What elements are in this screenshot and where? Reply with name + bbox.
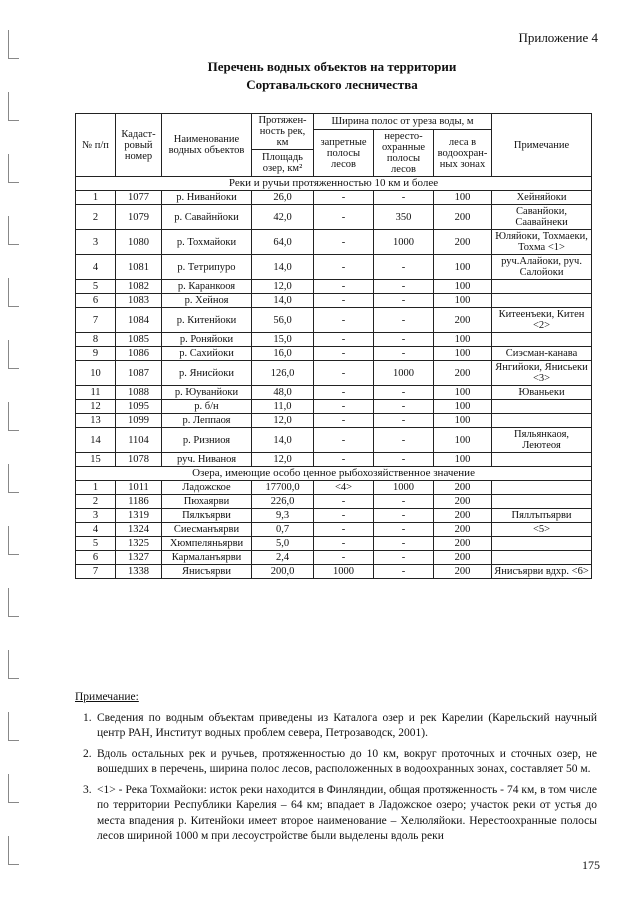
row-number: 7 [76,308,116,333]
table-row [76,481,592,495]
cadastral-number: 1095 [116,400,162,414]
spawning-width: - [374,308,434,333]
row-number: 10 [76,361,116,386]
header-protection: леса в водоохран-ных зонах [434,130,492,177]
cadastral-number: 1088 [116,386,162,400]
binder-mark [8,154,19,183]
row-number: 2 [76,205,116,230]
binder-mark [8,278,19,307]
forbidden-width: - [314,255,374,280]
length-or-area: 12,0 [252,453,314,467]
binder-mark [8,712,19,741]
protection-width: 200 [434,481,492,495]
row-number: 7 [76,565,116,579]
row-number: 15 [76,453,116,467]
cadastral-number: 1078 [116,453,162,467]
header-spawning: нересто-охранные полосы лесов [374,130,434,177]
water-body-name: р. Леппаоя [162,414,252,428]
protection-width: 200 [434,523,492,537]
row-number: 8 [76,333,116,347]
length-or-area: 126,0 [252,361,314,386]
forbidden-width: - [314,453,374,467]
protection-width: 100 [434,453,492,467]
protection-width: 100 [434,191,492,205]
water-body-name: р. Роняйоки [162,333,252,347]
length-or-area: 64,0 [252,230,314,255]
length-or-area: 14,0 [252,294,314,308]
table-row [76,509,592,523]
table-row [76,230,592,255]
protection-width: 100 [434,386,492,400]
spawning-width: - [374,255,434,280]
row-number: 4 [76,255,116,280]
protection-width: 100 [434,280,492,294]
notes-list [75,711,597,845]
length-or-area: 48,0 [252,386,314,400]
spawning-width: - [374,428,434,453]
forbidden-width: - [314,347,374,361]
water-body-name: р. Ниванйоки [162,191,252,205]
row-note [492,280,592,294]
spawning-width: - [374,347,434,361]
table-row [76,255,592,280]
cadastral-number: 1085 [116,333,162,347]
row-number: 2 [76,495,116,509]
forbidden-width: - [314,509,374,523]
table-row [76,414,592,428]
row-note: Юваньеки [492,386,592,400]
water-body-name: р. Тетрипуро [162,255,252,280]
row-number: 3 [76,230,116,255]
length-or-area: 12,0 [252,280,314,294]
cadastral-number: 1084 [116,308,162,333]
table-row [76,551,592,565]
cadastral-number: 1324 [116,523,162,537]
notes-block [75,690,597,850]
row-note [492,481,592,495]
length-or-area: 15,0 [252,333,314,347]
cadastral-number: 1081 [116,255,162,280]
table-row [76,523,592,537]
table-row [76,537,592,551]
cadastral-number: 1079 [116,205,162,230]
forbidden-width: - [314,414,374,428]
table-row [76,453,592,467]
protection-width: 200 [434,565,492,579]
forbidden-width: <4> [314,481,374,495]
protection-width: 100 [434,347,492,361]
protection-width: 100 [434,400,492,414]
table-row [76,280,592,294]
length-or-area: 14,0 [252,428,314,453]
protection-width: 200 [434,509,492,523]
section-header-lakes [76,467,592,481]
protection-width: 200 [434,230,492,255]
note-item [75,783,597,845]
forbidden-width: - [314,523,374,537]
length-or-area: 16,0 [252,347,314,361]
cadastral-number: 1327 [116,551,162,565]
header-name: Наименование водных объектов [162,114,252,177]
table-row [76,400,592,414]
length-or-area: 26,0 [252,191,314,205]
spawning-width: - [374,400,434,414]
forbidden-width: - [314,230,374,255]
protection-width: 200 [434,551,492,565]
spawning-width: - [374,294,434,308]
row-note: Китеенъеки, Китен <2> [492,308,592,333]
water-body-name: р. Китенйоки [162,308,252,333]
protection-width: 200 [434,537,492,551]
section-title: Реки и ручьи протяженностью 10 км и более [76,177,592,191]
appendix-label: Приложение 4 [518,30,598,45]
cadastral-number: 1319 [116,509,162,523]
forbidden-width: - [314,537,374,551]
note-text: Вдоль остальных рек и ручьев, протяженностью до 10 км, вокруг проточных и сточных озер, не вошедших в перечень, ширина полос лесов, расположенных в водоохранных зонах, составляет 50 м. [97,747,597,775]
row-note: Пяллъпъярви [492,509,592,523]
row-number: 13 [76,414,116,428]
water-body-name: р. Савайнйоки [162,205,252,230]
row-number: 5 [76,537,116,551]
length-or-area: 2,4 [252,551,314,565]
cadastral-number: 1087 [116,361,162,386]
binder-mark [8,774,19,803]
cadastral-number: 1338 [116,565,162,579]
spawning-width: - [374,495,434,509]
cadastral-number: 1104 [116,428,162,453]
binder-mark [8,650,19,679]
forbidden-width: - [314,386,374,400]
table-row [76,205,592,230]
length-or-area: 11,0 [252,400,314,414]
header-width-group: Ширина полос от уреза воды, м [314,114,492,130]
document-subtitle: Сортавальского лесничества [246,77,418,92]
forbidden-width: - [314,551,374,565]
table-row [76,428,592,453]
water-body-name: р. Тохмайоки [162,230,252,255]
header-length: Протяжен-ность рек, км [252,114,314,150]
row-number: 1 [76,191,116,205]
row-note [492,414,592,428]
water-body-name: Пялкъярви [162,509,252,523]
protection-width: 100 [434,294,492,308]
row-note [492,551,592,565]
row-number: 6 [76,294,116,308]
page-number: 175 [582,858,600,872]
table-row [76,308,592,333]
forbidden-width: - [314,495,374,509]
water-body-name: Хюмпеляньярви [162,537,252,551]
water-body-name: р. Сахийоки [162,347,252,361]
header-area: Площадь озер, км² [252,150,314,177]
spawning-width: 350 [374,205,434,230]
row-note [492,294,592,308]
note-item [75,711,597,742]
protection-width: 100 [434,333,492,347]
water-body-name: р. Ризниоя [162,428,252,453]
note-number: 3. [83,783,92,796]
table-row [76,386,592,400]
protection-width: 200 [434,361,492,386]
water-body-name: Янисъярви [162,565,252,579]
header-cadastral: Кадаст-ровый номер [116,114,162,177]
protection-width: 100 [434,255,492,280]
protection-width: 100 [434,428,492,453]
header-note: Примечание [492,114,592,177]
note-number: 2. [83,747,92,760]
row-note: Пяльянкаоя, Леютеоя [492,428,592,453]
row-number: 6 [76,551,116,565]
header-num: № п/п [76,114,116,177]
forbidden-width: 1000 [314,565,374,579]
water-body-name: р. б/н [162,400,252,414]
row-note: руч.Алайоки, руч. Салойоки [492,255,592,280]
cadastral-number: 1011 [116,481,162,495]
note-text: Сведения по водным объектам приведены из Каталога озер и рек Карелии (Карельский научный центр РАН, Институт водных проблем севера, Петрозаводск, 2001). [97,711,597,739]
row-number: 11 [76,386,116,400]
water-bodies-table [75,113,592,579]
water-body-name: Пюхаярви [162,495,252,509]
length-or-area: 42,0 [252,205,314,230]
length-or-area: 9,3 [252,509,314,523]
length-or-area: 12,0 [252,414,314,428]
row-note [492,400,592,414]
table-row [76,191,592,205]
length-or-area: 226,0 [252,495,314,509]
note-number: 1. [83,711,92,724]
length-or-area: 14,0 [252,255,314,280]
cadastral-number: 1082 [116,280,162,294]
row-number: 9 [76,347,116,361]
water-body-name: Сиесманъярви [162,523,252,537]
water-body-name: р. Каранкооя [162,280,252,294]
length-or-area: 56,0 [252,308,314,333]
length-or-area: 5,0 [252,537,314,551]
row-note [492,453,592,467]
row-note: Янгийоки, Янисьеки <3> [492,361,592,386]
spawning-width: - [374,386,434,400]
binder-mark [8,402,19,431]
cadastral-number: 1099 [116,414,162,428]
table-row [76,495,592,509]
forbidden-width: - [314,205,374,230]
document-title: Перечень водных объектов на территории [207,59,457,74]
spawning-width: - [374,191,434,205]
cadastral-number: 1077 [116,191,162,205]
binder-mark [8,216,19,245]
cadastral-number: 1083 [116,294,162,308]
spawning-width: - [374,537,434,551]
table-row [76,294,592,308]
binder-margin [8,30,22,890]
length-or-area: 0,7 [252,523,314,537]
table-row [76,333,592,347]
spawning-width: - [374,509,434,523]
row-note [492,495,592,509]
water-body-name: Ладожское [162,481,252,495]
note-item [75,747,597,778]
section-title: Озера, имеющие особо ценное рыбохозяйственное значение [76,467,592,481]
cadastral-number: 1086 [116,347,162,361]
forbidden-width: - [314,400,374,414]
water-body-name: руч. Ниваноя [162,453,252,467]
row-note: Юляйоки, Тохмаеки, Тохма <1> [492,230,592,255]
row-number: 3 [76,509,116,523]
protection-width: 100 [434,414,492,428]
water-body-name: Кармаланъярви [162,551,252,565]
forbidden-width: - [314,308,374,333]
cadastral-number: 1080 [116,230,162,255]
spawning-width: - [374,551,434,565]
forbidden-width: - [314,333,374,347]
binder-mark [8,588,19,617]
protection-width: 200 [434,205,492,230]
length-or-area: 200,0 [252,565,314,579]
cadastral-number: 1325 [116,537,162,551]
table-row [76,565,592,579]
table-row [76,361,592,386]
spawning-width: - [374,280,434,294]
protection-width: 200 [434,495,492,509]
spawning-width: 1000 [374,361,434,386]
binder-mark [8,836,19,865]
row-note [492,537,592,551]
spawning-width: - [374,333,434,347]
length-or-area: 17700,0 [252,481,314,495]
water-body-name: р. Хейноя [162,294,252,308]
table-row [76,347,592,361]
binder-mark [8,30,19,59]
row-number: 12 [76,400,116,414]
protection-width: 200 [434,308,492,333]
binder-mark [8,340,19,369]
spawning-width: 1000 [374,230,434,255]
water-body-name: р. Юуванйоки [162,386,252,400]
row-note: Янисъярви вдхр. <6> [492,565,592,579]
row-number: 14 [76,428,116,453]
row-note: <5> [492,523,592,537]
binder-mark [8,526,19,555]
spawning-width: - [374,523,434,537]
header-forbidden: запретные полосы лесов [314,130,374,177]
spawning-width: 1000 [374,481,434,495]
spawning-width: - [374,565,434,579]
row-number: 4 [76,523,116,537]
water-body-name: р. Янисйоки [162,361,252,386]
section-header-rivers [76,177,592,191]
spawning-width: - [374,414,434,428]
forbidden-width: - [314,191,374,205]
row-note: Саванйоки, Саавайнеки [492,205,592,230]
forbidden-width: - [314,294,374,308]
spawning-width: - [374,453,434,467]
row-number: 1 [76,481,116,495]
notes-header: Примечание: [75,691,139,703]
row-note: Сиэсман-канава [492,347,592,361]
forbidden-width: - [314,428,374,453]
row-note [492,333,592,347]
binder-mark [8,464,19,493]
forbidden-width: - [314,361,374,386]
binder-mark [8,92,19,121]
row-note: Хейняйоки [492,191,592,205]
cadastral-number: 1186 [116,495,162,509]
forbidden-width: - [314,280,374,294]
note-text: <1> - Река Тохмайоки: исток реки находится в Финляндии, общая протяженность - 74 км, в том числе по территории Республики Карелия – 64 км; впадает в Ладожское озеро; участок реки от устья до места впадения р. Китенйоки имеет второе наименование – Хелюляйоки. Нерестоохранные полосы лесов шириной 1000 м при лесоустройстве были выделены вдоль реки [97,783,597,842]
row-number: 5 [76,280,116,294]
